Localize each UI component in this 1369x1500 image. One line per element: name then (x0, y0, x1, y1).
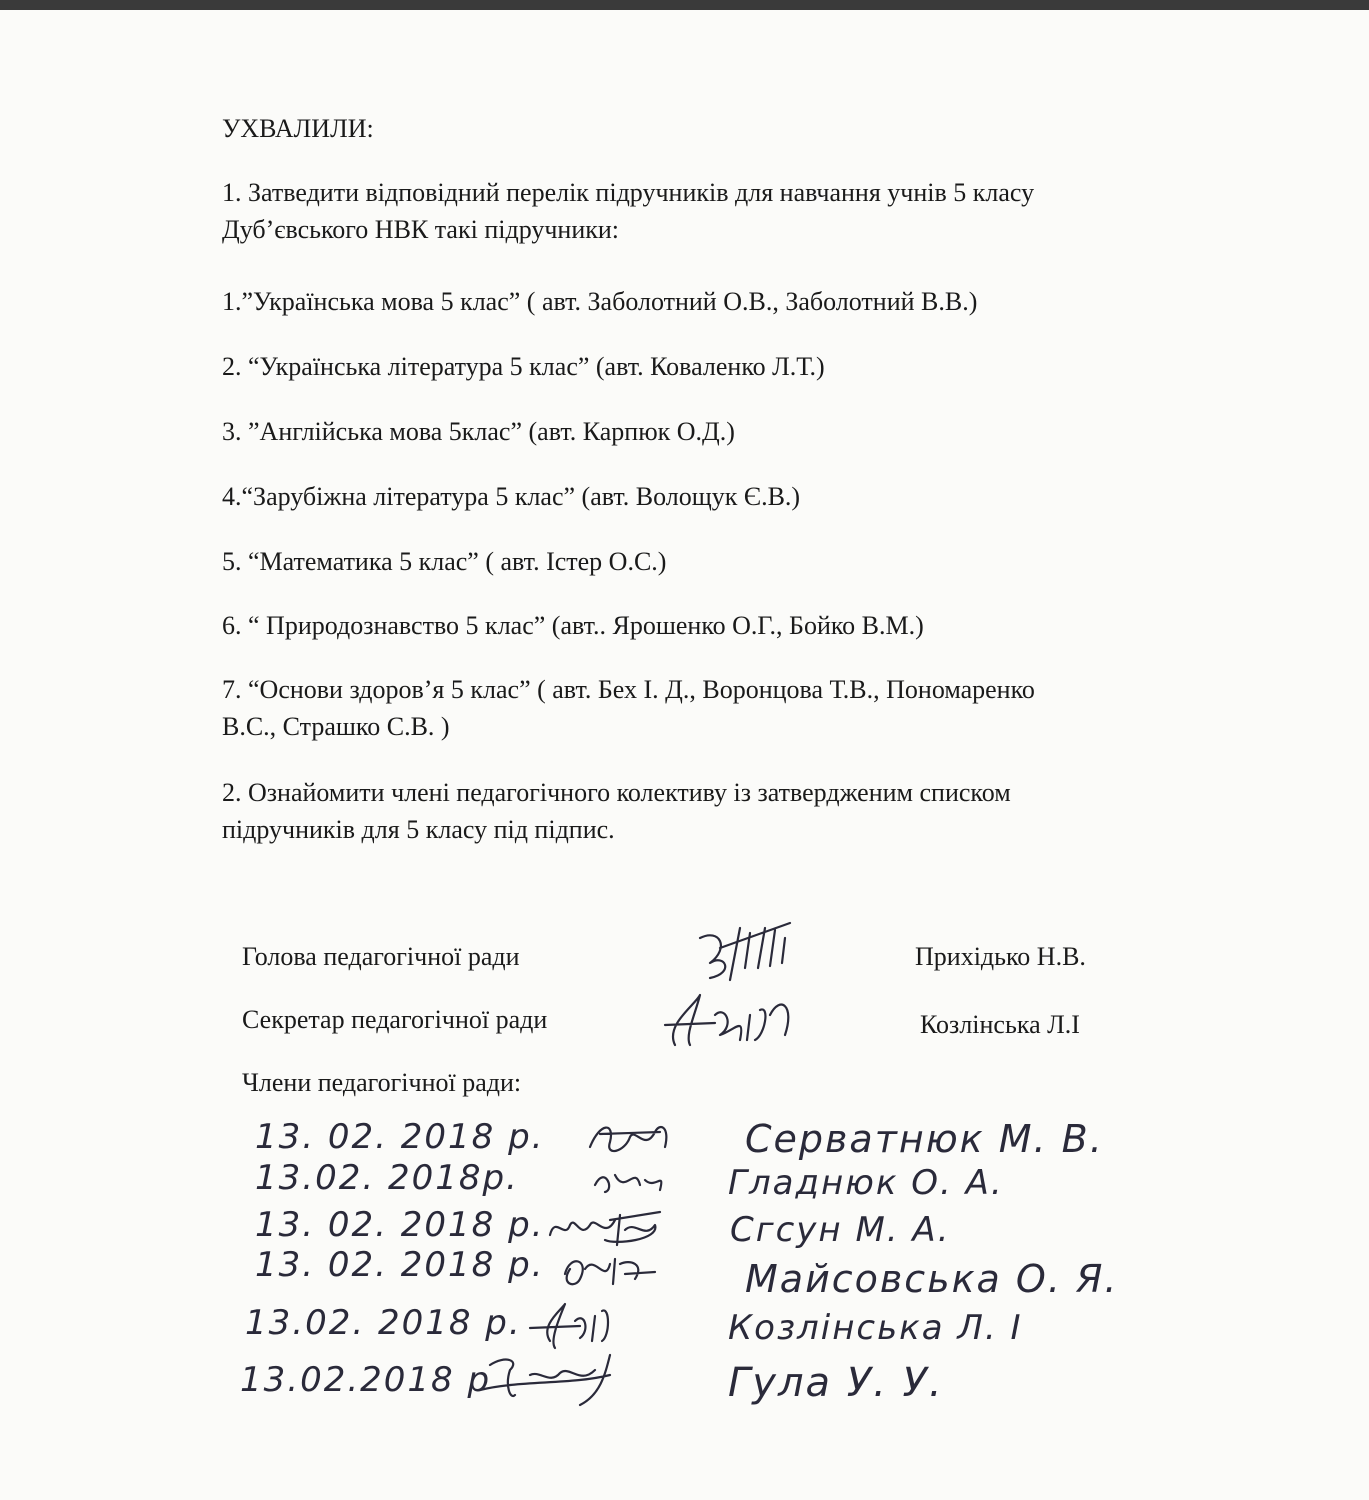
member-signature (460, 1345, 620, 1415)
chair-signature (690, 918, 800, 988)
member-date: 13. 02. 2018 р. (255, 1117, 545, 1157)
book-list-item: 5. “Математика 5 клас” ( авт. Істер О.С.) (222, 547, 667, 576)
member-date: 13. 02. 2018 р. (255, 1245, 545, 1285)
member-signature (555, 1244, 665, 1294)
member-date: 13.02. 2018р. (255, 1158, 519, 1198)
resolution-item-2-line-2: підручників для 5 класу під підпис. (222, 815, 615, 844)
book-list-item: 4.“Зарубіжна література 5 клас” (авт. Волощук Є.В.) (222, 482, 801, 511)
book-list-item: 7. “Основи здоров’я 5 клас” ( авт. Бех І. Д., Воронцова Т.В., Пономаренко (222, 675, 1035, 704)
chair-name: Прихідько Н.В. (915, 942, 1086, 971)
member-date: 13.02. 2018 р. (245, 1303, 522, 1343)
book-list-item: 3. ”Англійська мова 5клас” (авт. Карпюк О.Д.) (222, 417, 735, 446)
member-date: 13.02.2018 р (240, 1360, 492, 1400)
member-signature (585, 1112, 675, 1162)
member-signature (585, 1160, 675, 1200)
book-list-item: 6. “ Природознавство 5 клас” (авт.. Ярошенко О.Г., Бойко В.М.) (222, 611, 924, 640)
book-list-item-continued: В.С., Страшко С.В. ) (222, 712, 450, 741)
chair-role-label: Голова педагогічної ради (242, 942, 520, 971)
secretary-name: Козлінська Л.І (920, 1010, 1080, 1039)
member-date: 13. 02. 2018 р. (255, 1205, 545, 1245)
resolution-item-1-line-1: 1. Затведити відповідний перелік підручників для навчання учнів 5 класу (222, 178, 1035, 207)
resolution-item-1-line-2: Дуб’євського НВК такі підручники: (222, 215, 620, 244)
book-list-item: 2. “Українська література 5 клас” (авт. Коваленко Л.Т.) (222, 352, 825, 381)
book-list-item: 1.”Українська мова 5 клас” ( авт. Заболотний О.В., Заболотний В.В.) (222, 287, 978, 316)
member-signature (545, 1200, 675, 1250)
scan-top-edge (0, 0, 1369, 10)
member-name: Гула У. У. (728, 1360, 944, 1406)
member-name: Козлінська Л. І (728, 1308, 1023, 1348)
member-name: Гладнюк О. А. (728, 1163, 1004, 1203)
member-name: Серватнюк М. В. (745, 1117, 1104, 1161)
member-name: Майсовська О. Я. (745, 1257, 1119, 1301)
members-label: Члени педагогічної ради: (242, 1068, 522, 1097)
secretary-role-label: Секретар педагогічної ради (242, 1005, 548, 1034)
section-heading: УХВАЛИЛИ: (222, 114, 374, 143)
resolution-item-2-line-1: 2. Ознайомити члені педагогічного колективу із затвердженим списком (222, 778, 1011, 807)
secretary-signature (655, 985, 805, 1055)
member-name: Сгсун М. А. (730, 1210, 951, 1250)
